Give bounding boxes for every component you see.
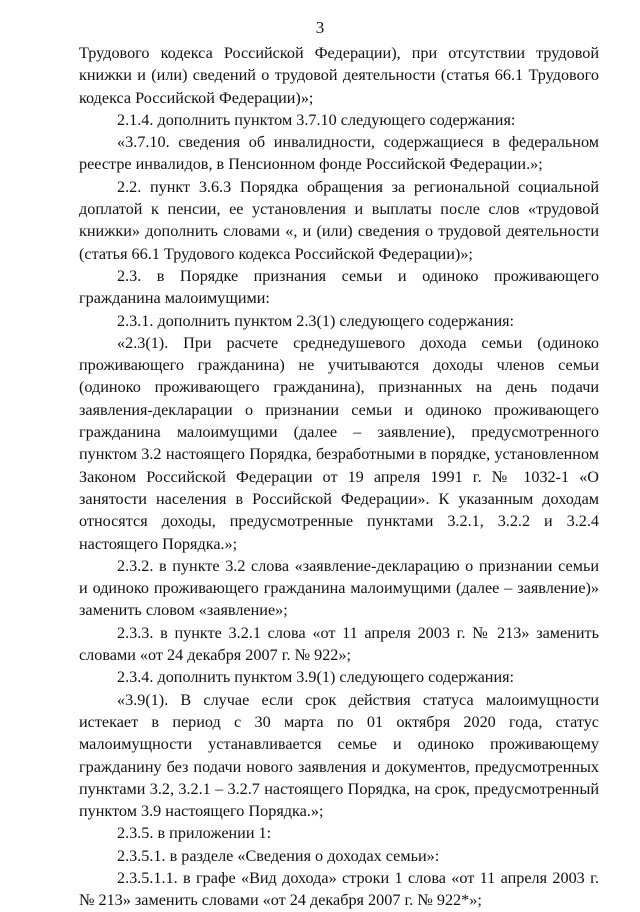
paragraph-3-9-1-quote: «3.9(1). В случае если срок действия статуса малоимущности истекает в период с 30 марта по 01 октября 2020 года, статус малоимущности устанавливается семье и одиноко проживающему гражданину без подачи нового заявления и документов, предусмотренных пунктами 3.2, 3.2.1 – 3.2.7 настоящего Порядка, на срок, предусмотренный пунктом 3.9 настоящего Порядка.»;: [79, 690, 599, 821]
paragraph-2-3-1-quote: «2.3(1). При расчете среднедушевого дохода семьи (одиноко проживающего гражданина) не учитываются доходы членов семьи (одиноко проживающего гражданина), признанных на день подачи заявления-декларации о признании семьи и одиноко проживающего гражданина малоимущими (далее – заявление), предусмотренного пунктом 3.2 настоящего Порядка, безработными в порядке, установленном Законом Российской Федерации от 19 апреля 1991 г. № 1032-1 «О занятости населения в Российской Федерации». К указанным доходам относятся доходы, предусмотренные пунктами 3.2.1, 3.2.2 и 3.2.4 настоящего Порядка.»;: [79, 333, 599, 553]
paragraph-2-3-4: 2.3.4. дополнить пунктом 3.9(1) следующего содержания:: [117, 668, 515, 687]
page-number: 3: [315, 18, 325, 37]
paragraph-2-3: 2.3. в Порядке признания семьи и одиноко проживающего гражданина малоимущими:: [79, 266, 599, 308]
document-body: [79, 42, 599, 912]
paragraph-2-3-5-1: 2.3.5.1. в разделе «Сведения о доходах семьи»:: [117, 846, 440, 865]
paragraph-2-3-5: 2.3.5. в приложении 1:: [117, 824, 272, 843]
paragraph-2-3-2: 2.3.2. в пункте 3.2 слова «заявление-декларацию о признании семьи и одиноко проживающего гражданина малоимущими (далее – заявление)» заменить словом «заявление»;: [79, 556, 599, 620]
paragraph-2-3-3: 2.3.3. в пункте 3.2.1 слова «от 11 апреля 2003 г. № 213» заменить словами «от 24 декабря 2007 г. № 922»;: [79, 623, 599, 665]
paragraph-2-2: 2.2. пункт 3.6.3 Порядка обращения за региональной социальной доплатой к пенсии, ее установления и выплаты после слов «трудовой книжки» дополнить словами «, и (или) сведения о трудовой деятельности (статья 66.1 Трудового кодекса Российской Федерации)»;: [79, 177, 599, 263]
paragraph-2-1-4: 2.1.4. дополнить пунктом 3.7.10 следующего содержания:: [117, 110, 516, 129]
paragraph-2-3-1: 2.3.1. дополнить пунктом 2.3(1) следующего содержания:: [117, 311, 515, 330]
paragraph-2-3-5-1-1: 2.3.5.1.1. в графе «Вид дохода» строки 1 слова «от 11 апреля 2003 г. № 213» заменить словами «от 24 декабря 2007 г. № 922*»;: [79, 868, 599, 910]
paragraph-3-7-10: «3.7.10. сведения об инвалидности, содержащиеся в федеральном реестре инвалидов, в Пенсионном фонде Российской Федерации.»;: [79, 133, 599, 174]
paragraph-continuation: Трудового кодекса Российской Федерации), при отсутствии трудовой книжки и (или) сведений о трудовой деятельности (статья 66.1 Трудового кодекса Российской Федерации)»;: [79, 44, 599, 107]
